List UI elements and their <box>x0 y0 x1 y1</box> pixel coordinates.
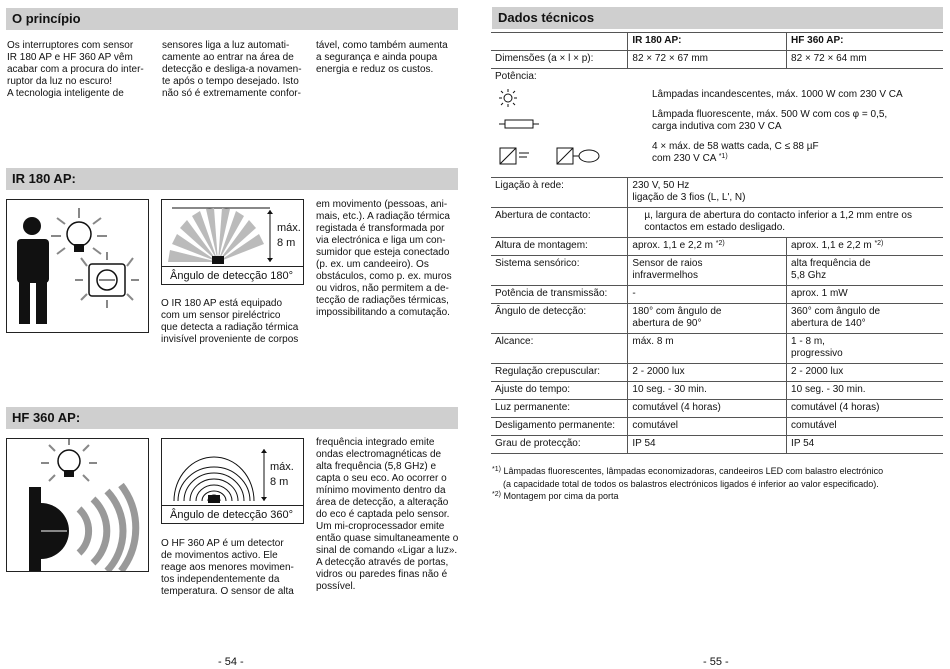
cell-hf: IP 54 <box>787 436 943 454</box>
footnote-mark: *1) <box>492 466 501 473</box>
table-row-power <box>491 69 943 178</box>
row-label: Ajuste do tempo: <box>491 382 628 400</box>
section-heading-ir180: IR 180 AP: <box>6 168 458 190</box>
cell-ir: - <box>628 286 787 304</box>
table-row <box>491 400 943 418</box>
hf360-text-left: O HF 360 AP é um detector de movimentos activo. Ele reage aos menores movimen- tos independentemente da temperatura. O sensor de alta <box>161 538 294 597</box>
principle-col-2: sensores liga a luz automati- camente ao entrar na área de detecção e desliga-a novamen- te após o tempo desejado. Isto não só é extremamente confor- <box>162 40 302 99</box>
cell-mains <box>628 178 943 208</box>
col-header-hf360: HF 360 AP: <box>787 33 943 51</box>
table-row <box>491 256 943 286</box>
cell-ir: 2 - 2000 lux <box>628 364 787 382</box>
power-ballast-text: com 230 V CA <box>652 153 716 164</box>
incandescent-bulb-icon <box>499 89 517 107</box>
power-ballast-1: 4 × máx. de 58 watts cada, C ≤ 88 µF <box>652 141 819 152</box>
cell-hf: comutável <box>787 418 943 436</box>
row-label: Regulação crepuscular: <box>491 364 628 382</box>
reach-hf-1: 1 - 8 m, <box>791 336 825 347</box>
ir180-angle-label: Ângulo de detecção 180° <box>162 266 303 285</box>
cell-ir <box>628 256 787 286</box>
reach-hf-2: progressivo <box>791 348 843 359</box>
page-number-right: - 55 - <box>703 656 729 668</box>
row-label: Abertura de contacto: <box>491 208 628 238</box>
footnote-mark: *2) <box>492 491 501 498</box>
person-lamp-icon <box>7 200 148 332</box>
ir180-max-label: máx. <box>277 222 301 234</box>
power-incandescent: Lâmpadas incandescentes, máx. 1000 W com 230 V CA <box>652 89 903 100</box>
electronic-ballast-icon <box>499 145 603 167</box>
row-label: Ligação à rede: <box>491 178 628 208</box>
angle-hf-1: 360° com ângulo de <box>791 306 881 317</box>
principle-col-1: Os interruptores com sensor IR 180 AP e HF 360 AP vêm acabar com a procura do inter- ruptor da luz no escuro! A tecnologia inteligente de <box>7 40 144 99</box>
cell-ir <box>628 238 787 256</box>
footnote-ref: *1) <box>718 153 728 160</box>
cell-hf <box>787 238 943 256</box>
sensor-hf-1: alta frequência de <box>791 258 871 269</box>
ir180-person-illustration <box>6 199 149 333</box>
row-label: Grau de protecção: <box>491 436 628 454</box>
ir180-range-label: 8 m <box>277 237 296 249</box>
row-label: Alcance: <box>491 334 628 364</box>
angle-hf-2: abertura de 140° <box>791 318 866 329</box>
lamp-waves-icon <box>7 439 148 571</box>
table-row <box>491 286 943 304</box>
table-row <box>491 304 943 334</box>
table-row <box>491 364 943 382</box>
cell-ir: máx. 8 m <box>628 334 787 364</box>
table-header-row <box>491 33 943 51</box>
sensor-ir-2: infravermelhos <box>632 270 698 281</box>
contact-line-1: µ, largura de abertura do contacto inferior a 1,2 mm entre os <box>644 210 912 221</box>
cell-contact <box>628 208 943 238</box>
row-label: Ângulo de detecção: <box>491 304 628 334</box>
cell-hf <box>787 256 943 286</box>
row-label: Desligamento permanente: <box>491 418 628 436</box>
tech-data-table <box>491 32 943 454</box>
footnote-ref: *2) <box>874 240 884 247</box>
section-heading-principle: O princípio <box>6 8 458 30</box>
cell-hf: 2 - 2000 lux <box>787 364 943 382</box>
sensor-hf-2: 5,8 Ghz <box>791 270 827 281</box>
table-row <box>491 208 943 238</box>
ir180-text-right: em movimento (pessoas, ani- mais, etc.). A radiação térmica registada é transformada por via electrónica e liga um con- sumidor que esteja conectado (p. ex. um candeeiro). Os obstáculos, como p. ex. muros ou vidros, não permitem a de- tecção de radiações térmicas, impossibilitando a comutação. <box>316 199 452 318</box>
mounting-hf: aprox. 1,1 e 2,2 m <box>791 240 872 251</box>
section-heading-tech-data: Dados técnicos <box>492 7 943 29</box>
footnote-1-line-a: Lâmpadas fluorescentes, lâmpadas economizadoras, candeeiros LED com balastro electrónico <box>503 466 884 476</box>
table-row <box>491 51 943 69</box>
cell-ir: comutável (4 horas) <box>628 400 787 418</box>
cell-ir: comutável <box>628 418 787 436</box>
fluorescent-tube-icon <box>499 117 539 131</box>
section-heading-hf360: HF 360 AP: <box>6 407 458 429</box>
hf360-detection-diagram <box>161 438 304 524</box>
cell-ir <box>628 304 787 334</box>
table-row <box>491 436 943 454</box>
footnote-2-text: Montagem por cima da porta <box>503 491 619 501</box>
principle-col-3: tável, como também aumenta a segurança e ainda poupa energia e reduz os custos. <box>316 40 448 75</box>
ir180-detection-diagram <box>161 199 304 285</box>
page-number-left: - 54 - <box>218 656 244 668</box>
table-row <box>491 238 943 256</box>
power-fluorescent-1: Lâmpada fluorescente, máx. 500 W com cos φ = 0,5, <box>652 109 888 120</box>
hf360-angle-label: Ângulo de detecção 360° <box>162 505 303 524</box>
row-label: Dimensões (a × l × p): <box>491 51 628 69</box>
contact-line-2: contactos em estado desligado. <box>644 222 786 233</box>
row-label: Sistema sensórico: <box>491 256 628 286</box>
footnote-ref: *2) <box>715 240 725 247</box>
cell-ir: 82 × 72 × 67 mm <box>628 51 787 69</box>
hf360-range-label: 8 m <box>270 476 289 488</box>
hf360-text-right: frequência integrado emite ondas electromagnéticas de alta frequência (5,8 GHz) e capta o seu eco. Ao ocorrer o mínimo movimento dentro da área de detecção, a alteração do eco é captada pelo sensor. Um mi-croprocessador emite então quase simultaneamente o sinal de comando «Ligar a luz». A detecção através de portas, vidros ou paredes finas não é possível. <box>316 437 459 592</box>
col-header-ir180: IR 180 AP: <box>628 33 787 51</box>
sensor-ir-1: Sensor de raios <box>632 258 703 269</box>
mounting-ir: aprox. 1,1 e 2,2 m <box>632 240 714 251</box>
footnote-2 <box>492 491 944 502</box>
row-label: Altura de montagem: <box>491 238 628 256</box>
footnote-1-continued: (a capacidade total de todos os balastros electrónicos ligados é inferior ao valor especificado). <box>503 479 879 489</box>
hf360-lamp-illustration <box>6 438 149 572</box>
row-label: Luz permanente: <box>491 400 628 418</box>
power-fluorescent-2: carga indutiva com 230 V CA <box>652 121 782 132</box>
cell-hf <box>787 304 943 334</box>
cell-hf: comutável (4 horas) <box>787 400 943 418</box>
angle-ir-2: abertura de 90° <box>632 318 702 329</box>
table-row <box>491 178 943 208</box>
cell-hf: 82 × 72 × 64 mm <box>787 51 943 69</box>
hf360-max-label: máx. <box>270 461 294 473</box>
cell-hf: aprox. 1 mW <box>787 286 943 304</box>
row-label: Potência: <box>495 71 537 82</box>
power-ballast-2 <box>652 153 942 165</box>
angle-ir-1: 180° com ângulo de <box>632 306 722 317</box>
table-row <box>491 418 943 436</box>
footnote-1 <box>492 466 944 477</box>
table-row <box>491 382 943 400</box>
cell-hf: 10 seg. - 30 min. <box>787 382 943 400</box>
mains-line-2: ligação de 3 fios (L, L', N) <box>632 192 746 203</box>
cell-hf <box>787 334 943 364</box>
cell-ir: IP 54 <box>628 436 787 454</box>
row-label: Potência de transmissão: <box>491 286 628 304</box>
table-row <box>491 334 943 364</box>
cell-ir: 10 seg. - 30 min. <box>628 382 787 400</box>
mains-line-1: 230 V, 50 Hz <box>632 180 690 191</box>
ir180-text-left: O IR 180 AP está equipado com um sensor pireléctrico que detecta a radiação térmica invisível proveniente de corpos <box>161 298 299 345</box>
